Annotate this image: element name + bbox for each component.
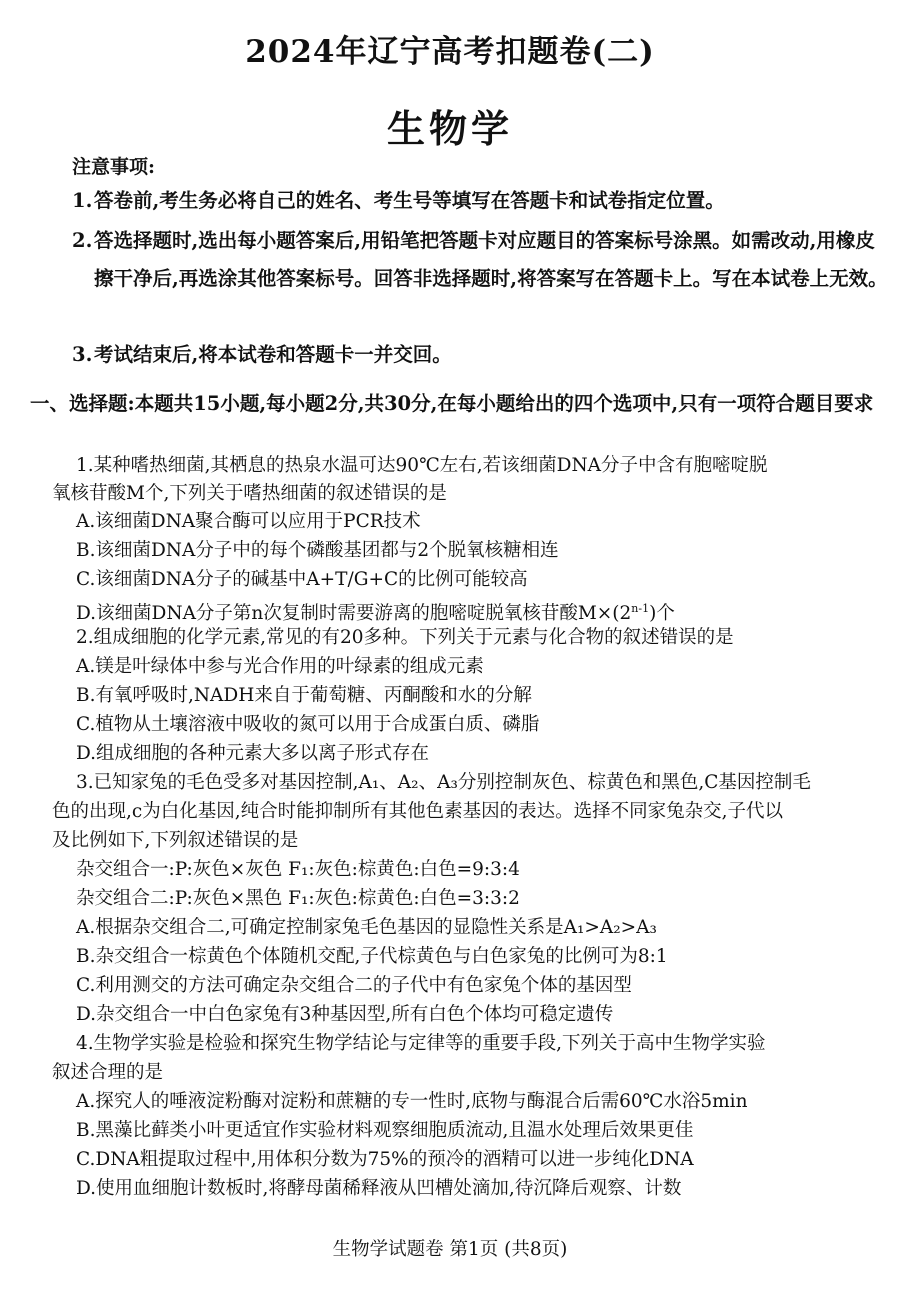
q4-stem-line: 4.生物学实验是检验和探究生物学结论与定律等的重要手段,下列关于高中生物学实验 [76,1033,766,1054]
q3-option-d: D.杂交组合一中白色家兔有3种基因型,所有白色个体均可稳定遗传 [76,1004,614,1025]
page-footer: 生物学试题卷 第1页 (共8页) [332,1239,568,1260]
q3-stem-line: 3.已知家兔的毛色受多对基因控制,A₁、A₂、A₃分别控制灰色、棕黄色和黑色,C基因控制毛 [76,772,811,793]
q2-option-b: B.有氧呼吸时,NADH来自于葡萄糖、丙酮酸和水的分解 [76,685,532,706]
notice-item-text: 答卷前,考生务必将自己的姓名、考生号等填写在答题卡和试卷指定位置。 [94,189,725,212]
q3-cross-1: 杂交组合一:P:灰色×灰色 F₁:灰色:棕黄色:白色=9:3:4 [76,859,520,880]
q1-option-a: A.该细菌DNA聚合酶可以应用于PCR技术 [76,511,421,532]
notice-item-1 [72,182,872,220]
notice-item-text: 答选择题时,选出每小题答案后,用铅笔把答题卡对应题目的答案标号涂黑。如需改动,用橡皮擦干净后,再选涂其他答案标号。回答非选择题时,将答案写在答题卡上。写在本试卷上无效。 [94,229,888,290]
q2-option-d: D.组成细胞的各种元素大多以离子形式存在 [76,743,430,764]
q1-option-d [76,597,675,626]
notice-item-text: 考试结束后,将本试卷和答题卡一并交回。 [94,343,452,366]
notice-item-3 [72,336,872,374]
q1-stem-line: 氧核苷酸M个,下列关于嗜热细菌的叙述错误的是 [52,483,447,504]
q2-option-c: C.植物从土壤溶液中吸收的氮可以用于合成蛋白质、磷脂 [76,714,540,735]
q1-option-b: B.该细菌DNA分子中的每个磷酸基团都与2个脱氧核糖相连 [76,540,559,561]
q3-cross-2: 杂交组合二:P:灰色×黑色 F₁:灰色:棕黄色:白色=3:3:2 [76,888,520,909]
section-heading: 一、选择题:本题共15小题,每小题2分,共30分,在每小题给出的四个选项中,只有一项符合题目要求 [30,392,874,415]
notice-heading: 注意事项: [72,156,156,178]
q3-option-b: B.杂交组合一棕黄色个体随机交配,子代棕黄色与白色家兔的比例可为8:1 [76,946,668,967]
notice-item-number: 2. [72,229,93,252]
q2-option-a: A.镁是叶绿体中参与光合作用的叶绿素的组成元素 [76,656,484,677]
q4-stem-line: 叙述合理的是 [52,1062,164,1083]
q2-stem: 2.组成细胞的化学元素,常见的有20多种。下列关于元素与化合物的叙述错误的是 [76,627,734,648]
q1-option-d-text: D.该细菌DNA分子第n次复制时需要游离的胞嘧啶脱氧核苷酸M×(2 [76,603,632,625]
q4-option-d: D.使用血细胞计数板时,将酵母菌稀释液从凹槽处滴加,待沉降后观察、计数 [76,1178,682,1199]
q4-option-a: A.探究人的唾液淀粉酶对淀粉和蔗糖的专一性时,底物与酶混合后需60℃水浴5min [76,1091,748,1112]
notice-item-number: 3. [72,343,93,366]
q3-stem-line: 色的出现,c为白化基因,纯合时能抑制所有其他色素基因的表达。选择不同家兔杂交,子代以 [52,801,784,822]
q3-option-c: C.利用测交的方法可确定杂交组合二的子代中有色家兔个体的基因型 [76,975,632,996]
q1-option-d-exponent: n-1 [631,602,650,615]
q1-option-c: C.该细菌DNA分子的碱基中A+T/G+C的比例可能较高 [76,569,528,590]
notice-item-number: 1. [72,189,93,212]
subject-title: 生物学 [386,106,513,151]
notice-item-2 [72,222,894,298]
q1-option-d-tail: )个 [649,603,675,625]
q4-option-b: B.黑藻比藓类小叶更适宜作实验材料观察细胞质流动,且温水处理后效果更佳 [76,1120,694,1141]
q3-option-a: A.根据杂交组合二,可确定控制家兔毛色基因的显隐性关系是A₁>A₂>A₃ [76,917,657,938]
q1-stem-line: 1.某种嗜热细菌,其栖息的热泉水温可达90℃左右,若该细菌DNA分子中含有胞嘧啶脱 [76,455,768,476]
exam-title: 2024年辽宁高考扣题卷(二) [245,34,655,70]
q3-stem-line: 及比例如下,下列叙述错误的是 [52,830,299,851]
q4-option-c: C.DNA粗提取过程中,用体积分数为75%的预冷的酒精可以进一步纯化DNA [76,1149,694,1170]
